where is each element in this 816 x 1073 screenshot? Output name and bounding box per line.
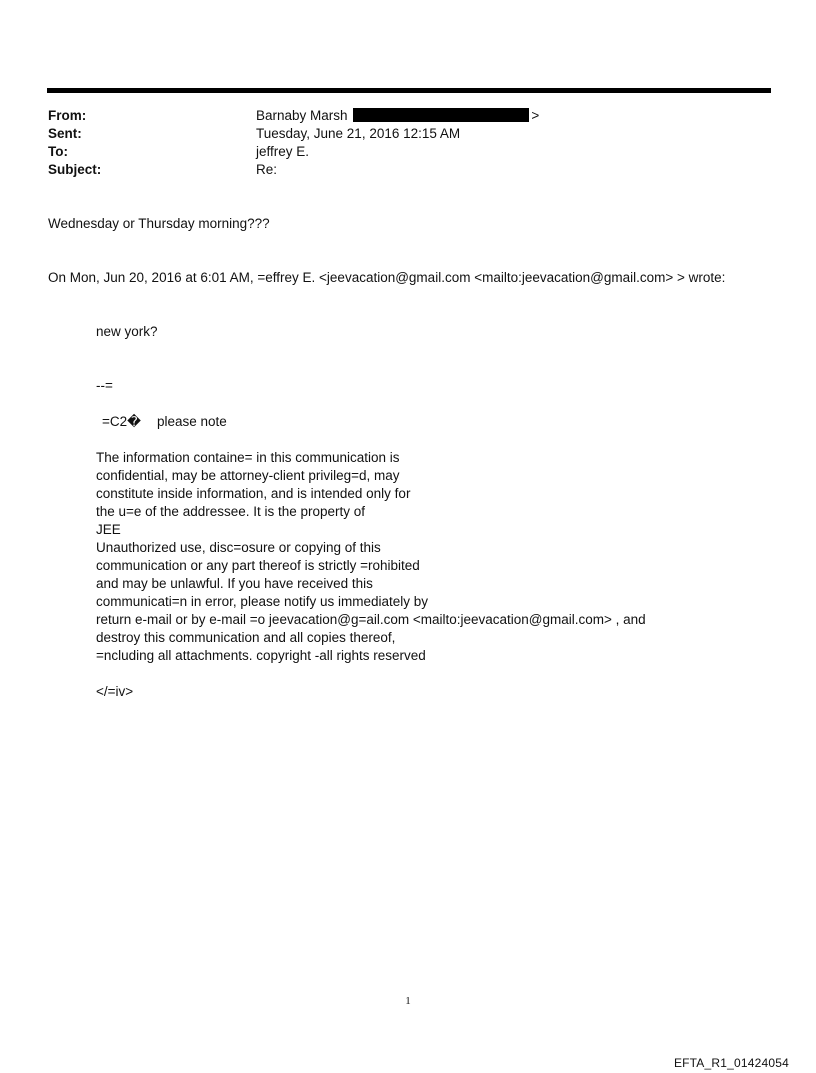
subject-row — [48, 161, 768, 179]
from-row — [48, 107, 768, 125]
disclaimer-line: the u=e of the addressee. It is the property of — [96, 504, 366, 519]
disclaimer-line: communication or any part thereof is strictly =rohibited — [96, 558, 420, 573]
signature-separator: --= — [96, 378, 113, 393]
disclaimer-line: Unauthorized use, disc=osure or copying of this — [96, 540, 381, 555]
quote-intro: On Mon, Jun 20, 2016 at 6:01 AM, =effrey E. <jeevacation@gmail.com <mailto:jeevacation@gmail.com> > wrote: — [48, 270, 726, 285]
note-line — [102, 413, 227, 431]
sent-row — [48, 125, 768, 143]
page-number: 1 — [405, 995, 411, 1007]
document-id: EFTA_R1_01424054 — [673, 1056, 789, 1070]
note-text: please note — [156, 414, 227, 429]
subject-label: Subject: — [48, 162, 102, 177]
to-row — [48, 143, 768, 161]
sender-name: Barnaby Marsh — [256, 108, 348, 123]
header-divider — [47, 88, 771, 93]
from-label: From: — [48, 108, 87, 123]
quoted-message: new york? — [96, 324, 158, 339]
to-value: jeffrey E. — [256, 144, 310, 159]
disclaimer-line: constitute inside information, and is intended only for — [96, 486, 411, 501]
disclaimer-line: confidential, may be attorney-client privileg=d, may — [96, 468, 400, 483]
disclaimer-line: JEE — [96, 522, 121, 537]
reply-text: Wednesday or Thursday morning??? — [48, 216, 270, 231]
subject-value: Re: — [256, 162, 278, 177]
sent-value: Tuesday, June 21, 2016 12:15 AM — [256, 126, 461, 141]
disclaimer-line: The information containe= in this communication is — [96, 450, 400, 465]
disclaimer-line: destroy this communication and all copies thereof, — [96, 630, 396, 645]
disclaimer-line: return e-mail or by e-mail =o jeevacation@g=ail.com <mailto:jeevacation@gmail.com> , and — [96, 612, 646, 627]
from-value — [256, 107, 539, 125]
note-prefix: =C2� — [102, 414, 141, 429]
disclaimer-line: =ncluding all attachments. copyright -all rights reserved — [96, 648, 426, 663]
disclaimer-line: communicati=n in error, please notify us immediately by — [96, 594, 429, 609]
to-label: To: — [48, 144, 68, 159]
disclaimer-line: and may be unlawful. If you have received this — [96, 576, 373, 591]
sent-label: Sent: — [48, 126, 82, 141]
email-closing-bracket: > — [531, 108, 540, 123]
closing-tag: </=iv> — [96, 684, 134, 699]
redacted-email-box — [353, 108, 529, 122]
